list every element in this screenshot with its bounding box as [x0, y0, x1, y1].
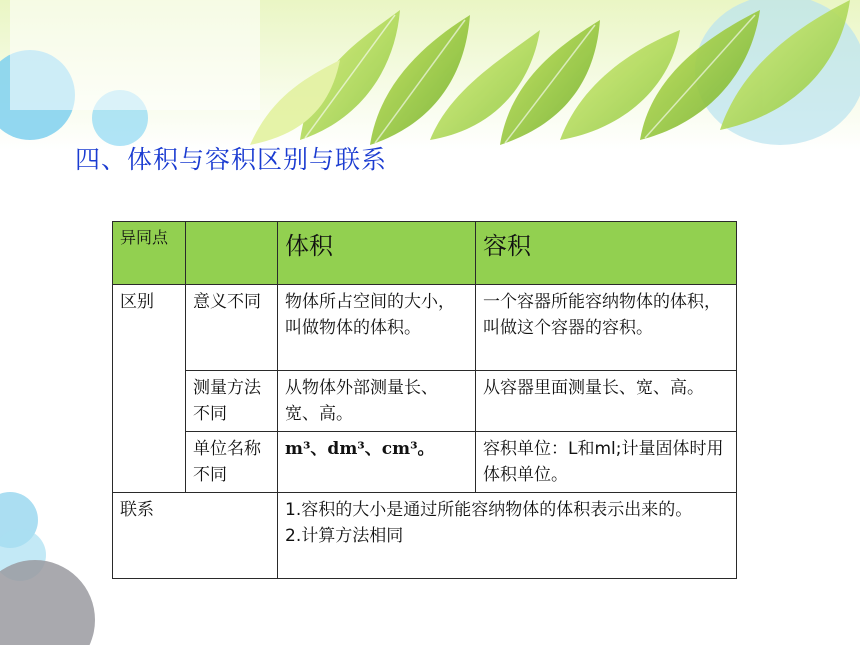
table-row [113, 285, 737, 371]
aspect-cell: 意义不同 [186, 285, 278, 371]
leaf-banner-art [0, 0, 860, 150]
relation-line: 1.容积的大小是通过所能容纳物体的体积表示出来的。 [285, 500, 693, 520]
volume-cell: 从物体外部测量长、宽、高。 [278, 371, 476, 432]
relation-cell [278, 493, 737, 579]
volume-unit-cell: m³、dm³、cm³。 [278, 432, 476, 493]
aspect-cell: 单位名称不同 [186, 432, 278, 493]
bubble-decoration [0, 480, 120, 645]
header-capacity-cell: 容积 [476, 222, 737, 285]
capacity-cell: 容积单位：L和ml;计量固体时用体积单位。 [476, 432, 737, 493]
volume-cell: 物体所占空间的大小，叫做物体的体积。 [278, 285, 476, 371]
aspect-cell: 测量方法不同 [186, 371, 278, 432]
relation-line: 2.计算方法相同 [285, 526, 404, 546]
table-row [113, 432, 737, 493]
capacity-cell: 一个容器所能容纳物体的体积，叫做这个容器的容积。 [476, 285, 737, 371]
comparison-table [112, 221, 737, 579]
capacity-cell: 从容器里面测量长、宽、高。 [476, 371, 737, 432]
difference-label: 区别 [113, 285, 186, 493]
header-blank-cell [186, 222, 278, 285]
relation-label: 联系 [113, 493, 278, 579]
haze-panel [10, 0, 260, 110]
leaf-banner [0, 0, 860, 150]
grey-bubble [0, 560, 95, 645]
table-row [113, 371, 737, 432]
header-corner-cell: 异同点 [113, 222, 186, 285]
table-row [113, 493, 737, 579]
slide-title: 四、体积与容积区别与联系 [75, 145, 388, 174]
header-volume-cell: 体积 [278, 222, 476, 285]
table-header-row [113, 222, 737, 285]
